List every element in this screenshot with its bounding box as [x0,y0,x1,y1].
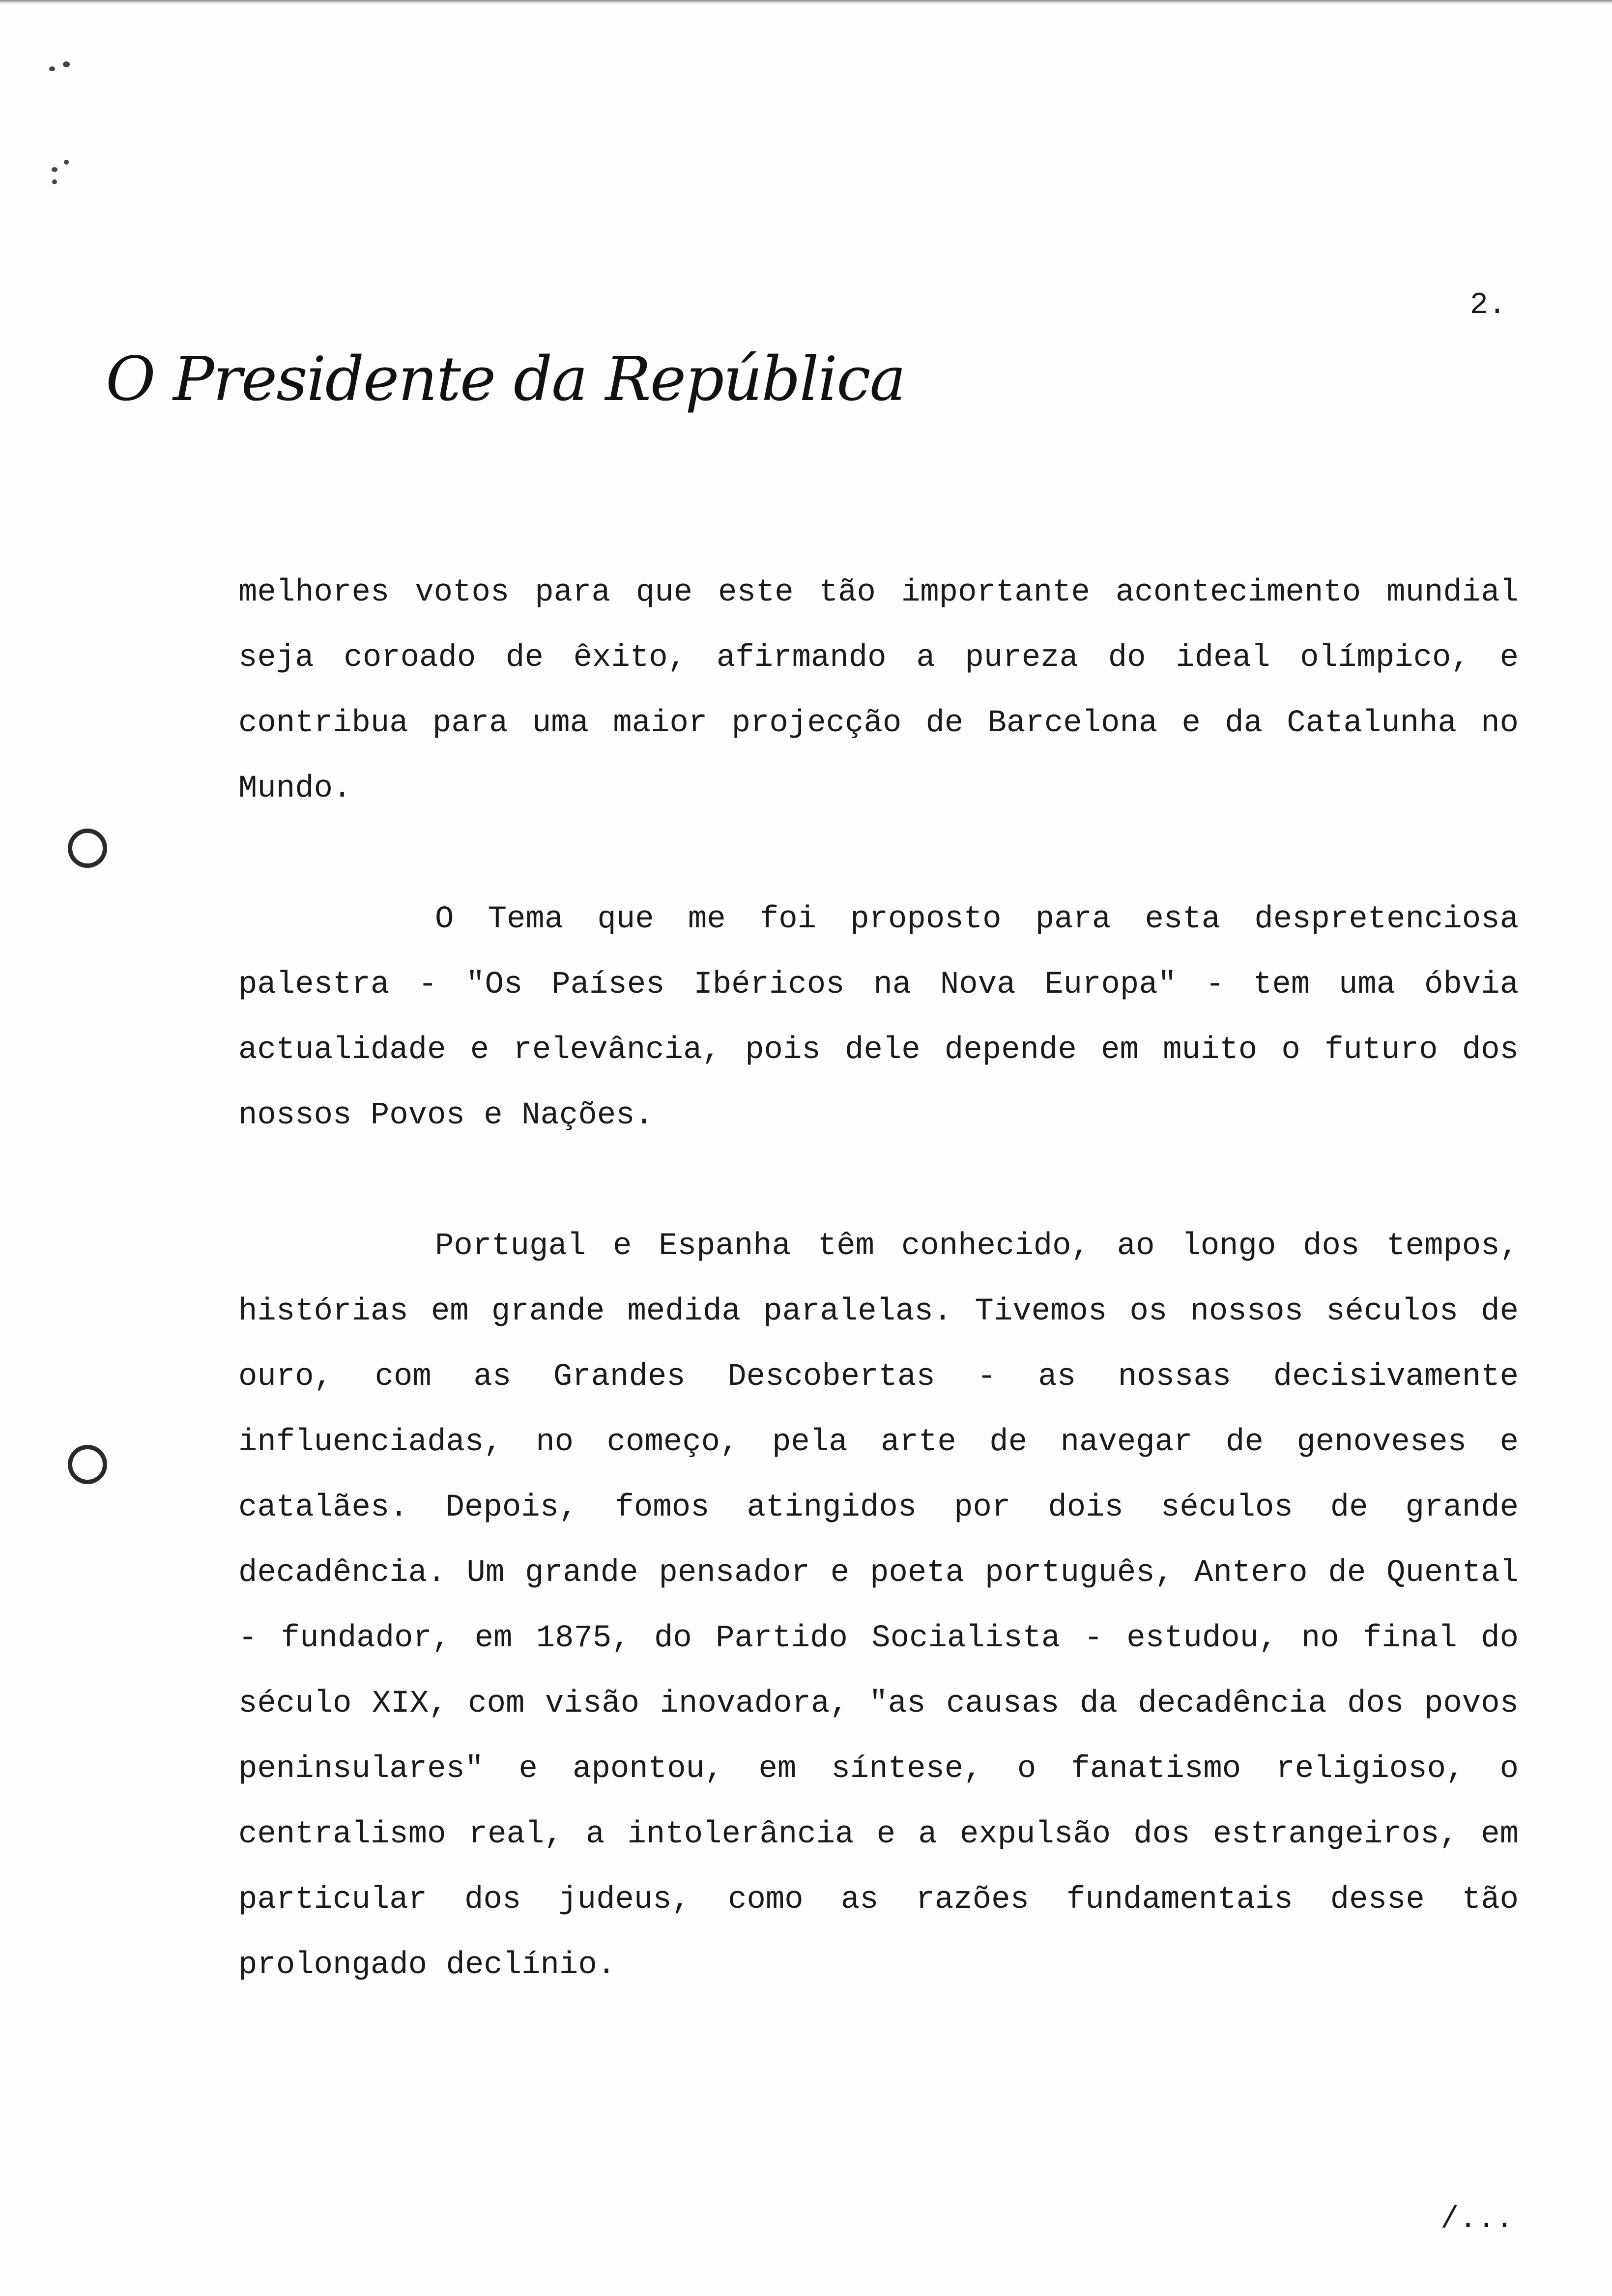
scan-speck [49,66,55,71]
scan-speck [52,167,58,172]
paragraph-1: melhores votos para que este tão importante acontecimento mundial seja coroado de êxito, afirmando a pureza do ideal olímpico, e contribua para uma maior projecção de Barcelona e da Catalunha no Mundo. [238,575,1519,806]
scan-speck [64,160,69,165]
scan-speck [52,179,57,184]
letterhead-title: O Presidente da República [106,344,905,415]
paragraph-3: Portugal e Espanha têm conhecido, ao longo dos tempos, histórias em grande medida paralelas. Tivemos os nossos séculos de ouro, com as Grandes Descobertas - as nossas decisivamente influenciadas, no começo, pela arte de navegar de genoveses e catalães. Depois, fomos atingidos por dois séculos de grande decadência. Um grande pensador e poeta português, Antero de Quental - fundador, em 1875, do Partido Socialista - estudou, no final do século XIX, com visão inovadora, "as causas da decadência dos povos peninsulares" e apontou, em síntese, o fanatismo religioso, o centralismo real, a intolerância e a expulsão dos estrangeiros, em particular dos judeus, como as razões fundamentais desse tão prolongado declínio. [238,1229,1519,1983]
letter-body [238,560,1519,1998]
punch-hole-lower [68,1445,107,1484]
page-number: 2. [1469,287,1506,322]
continuation-mark: /... [1440,2202,1514,2237]
paragraph-2: O Tema que me foi proposto para esta despretenciosa palestra - "Os Países Ibéricos na Nova Europa" - tem uma óbvia actualidade e relevância, pois dele depende em muito o futuro dos nossos Povos e Nações. [238,902,1519,1133]
punch-hole-upper [68,829,107,868]
scan-top-edge [0,0,1612,4]
scan-speck [63,61,70,67]
